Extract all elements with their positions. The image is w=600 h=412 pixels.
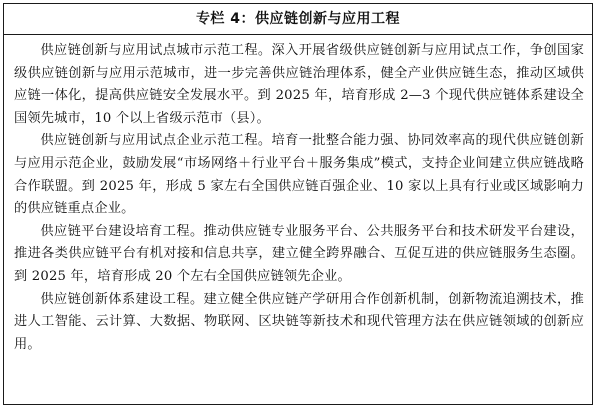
- column-body: [4, 35, 592, 356]
- paragraph-innovation-system: 供应链创新体系建设工程。建立健全供应链产学研用合作创新机制，创新物流追溯技术，推进人工智能、云计算、大数据、物联网、区块链等新技术和现代管理方法在供应链领域的创新应用。: [14, 291, 584, 352]
- paragraph-platform-building: 供应链平台建设培育工程。推动供应链专业服务平台、公共服务平台和技术研发平台建设，推进各类供应链平台有机对接和信息共享，建立健全跨界融合、互促互进的供应链服务生态圈。到 2025 年，培育形成 20 个左右全国供应链领先企业。: [14, 223, 584, 284]
- column-box: [3, 3, 593, 405]
- column-title: 专栏 4：供应链创新与应用工程: [4, 4, 592, 35]
- paragraph-pilot-enterprises: 供应链创新与应用试点企业示范工程。培育一批整合能力强、协同效率高的现代供应链创新与应用示范企业，鼓励发展“市场网络＋行业平台＋服务集成”模式，支持企业间建立供应链战略合作联盟。到 2025 年，形成 5 家左右全国供应链百强企业、10 家以上具有行业或区域影响力的供应链重点企业。: [14, 133, 584, 217]
- paragraph-pilot-cities: 供应链创新与应用试点城市示范工程。深入开展省级供应链创新与应用试点工作，争创国家级供应链创新与应用示范城市，进一步完善供应链治理体系，健全产业供应链生态，推动区域供应链一体化，提高供应链安全发展水平。到 2025 年，培育形成 2—3 个现代供应链体系建设全国领先城市，10 个以上省级示范市（县）。: [14, 43, 584, 126]
